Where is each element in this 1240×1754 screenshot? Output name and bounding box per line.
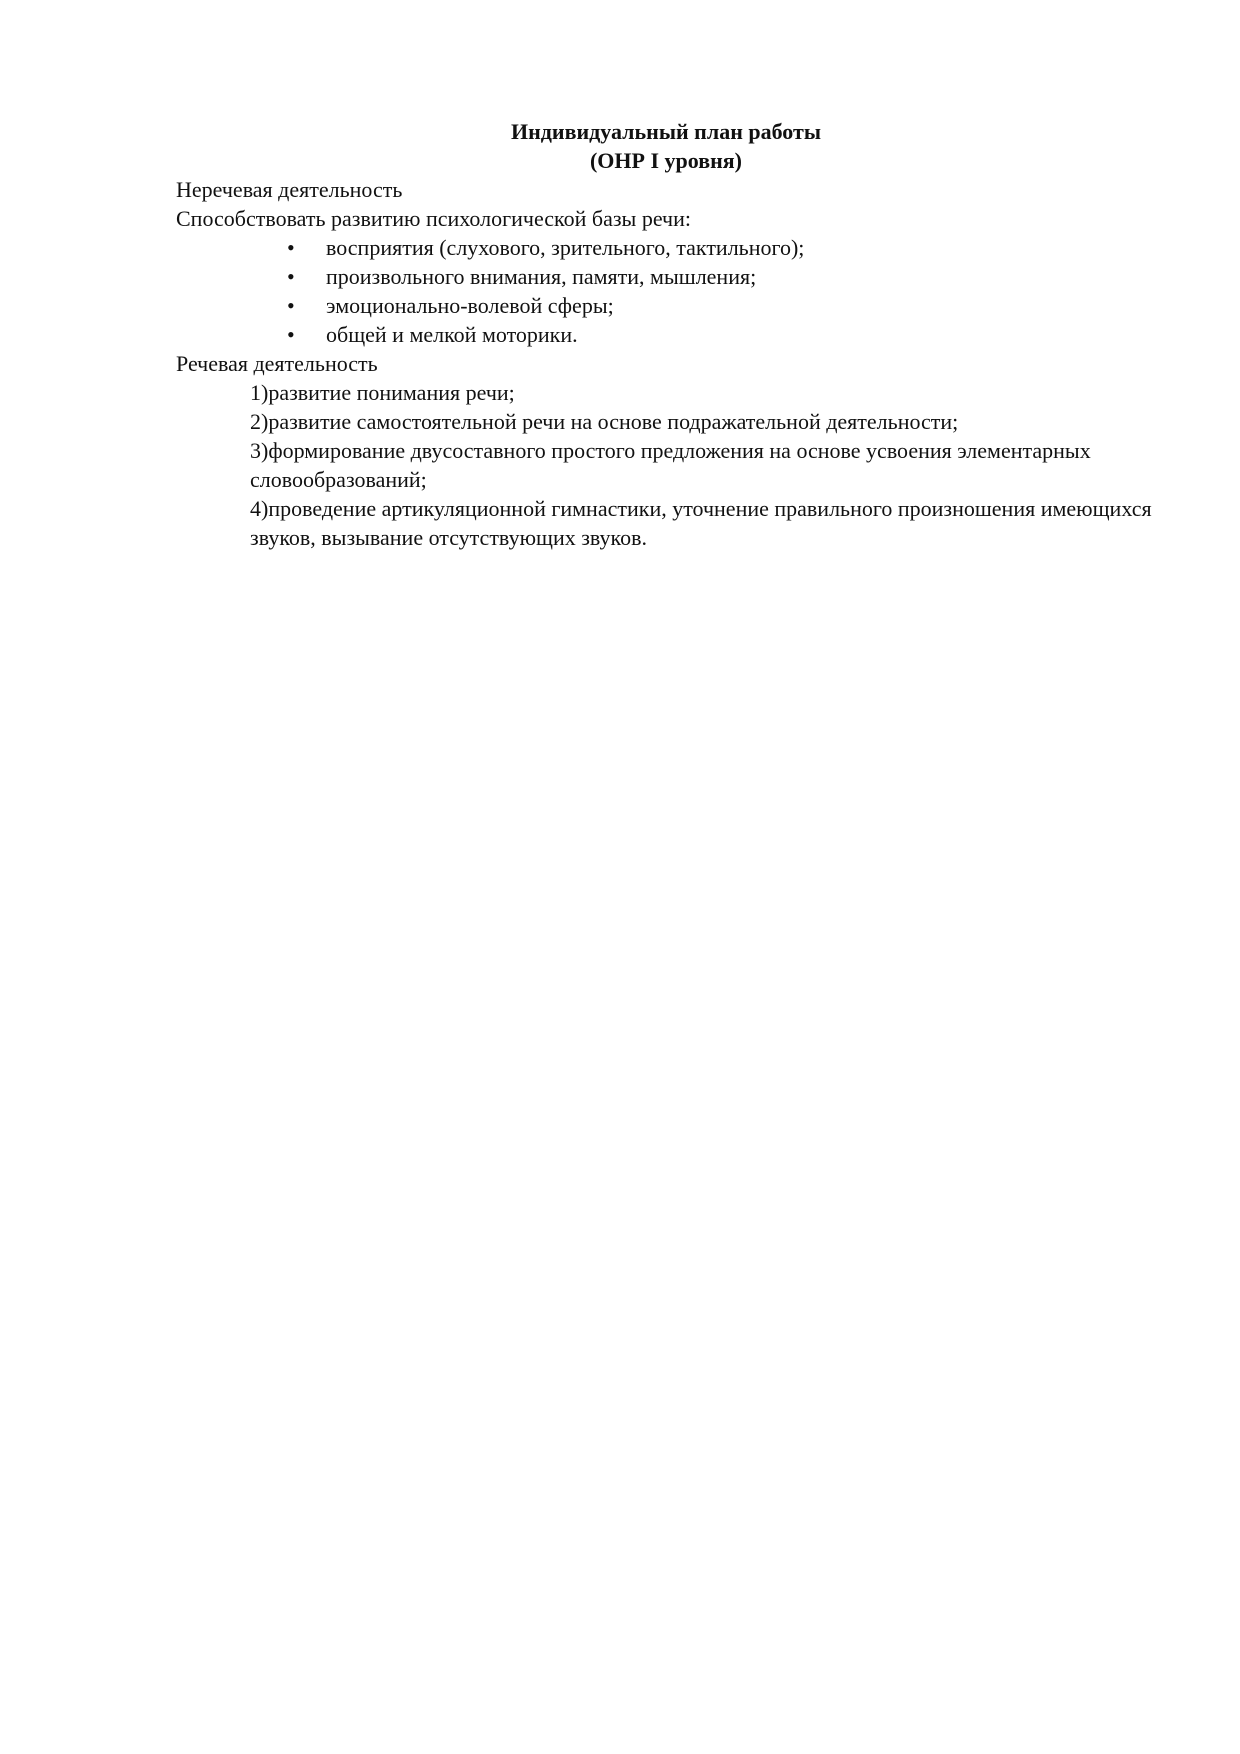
list-item-text: восприятия (слухового, зрительного, тактильного); bbox=[326, 235, 805, 260]
list-item bbox=[176, 320, 1156, 349]
list-item: 4)проведение артикуляционной гимнастики, уточнение правильного произношения имеющихся звуков, вызывание отсутствующих звуков. bbox=[250, 496, 1152, 550]
list-item: 3)формирование двусоставного простого предложения на основе усвоения элементарных словообразований; bbox=[250, 438, 1091, 492]
list-item: 2)развитие самостоятельной речи на основе подражательной деятельности; bbox=[250, 409, 959, 434]
list-item-text: эмоционально-волевой сферы; bbox=[326, 293, 614, 318]
bullet-icon: • bbox=[287, 235, 295, 260]
bullet-list bbox=[176, 233, 1156, 349]
list-item bbox=[176, 262, 1156, 291]
list-item bbox=[176, 233, 1156, 262]
list-item-text: произвольного внимания, памяти, мышления; bbox=[326, 264, 757, 289]
bullet-icon: • bbox=[287, 322, 295, 347]
list-item: 1)развитие понимания речи; bbox=[250, 380, 515, 405]
list-item bbox=[176, 291, 1156, 320]
bullet-icon: • bbox=[287, 264, 295, 289]
section-nonverbal bbox=[176, 175, 1156, 349]
document-subtitle: (ОНР I уровня) bbox=[589, 148, 743, 173]
section-heading-verbal: Речевая деятельность bbox=[176, 351, 378, 376]
numbered-list bbox=[176, 378, 1156, 552]
section-intro-nonverbal: Способствовать развитию психологической базы речи: bbox=[176, 206, 691, 231]
bullet-icon: • bbox=[287, 293, 295, 318]
document-content bbox=[176, 117, 1156, 552]
title-block bbox=[176, 117, 1156, 175]
list-item-text: общей и мелкой моторики. bbox=[326, 322, 578, 347]
document-title: Индивидуальный план работы bbox=[510, 119, 822, 144]
section-verbal bbox=[176, 349, 1156, 552]
section-heading-nonverbal: Неречевая деятельность bbox=[176, 177, 403, 202]
